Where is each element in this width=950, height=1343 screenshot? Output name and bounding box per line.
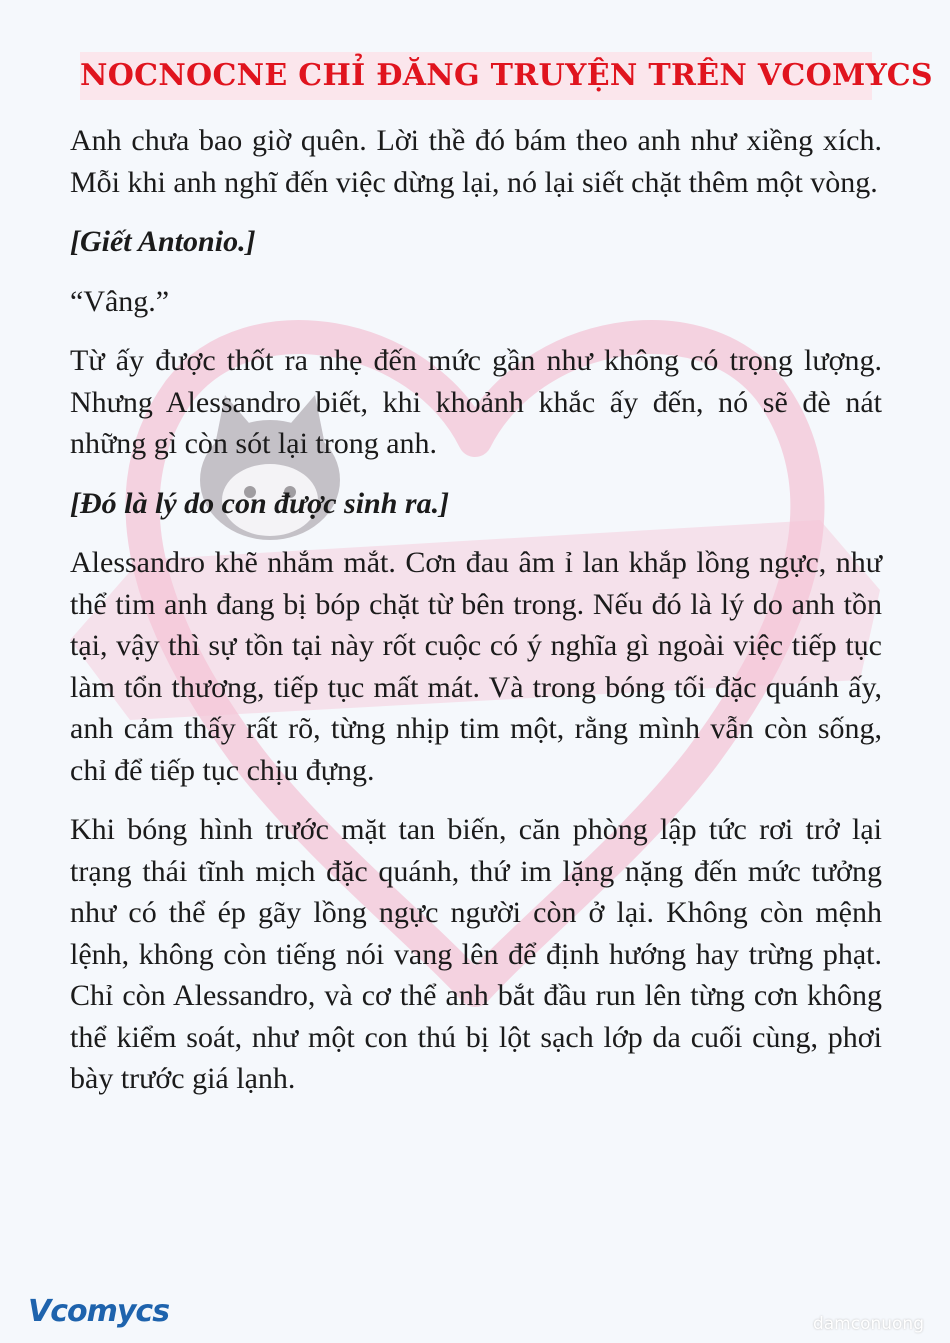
paragraph-5-quote: [Đó là lý do con được sinh ra.]	[70, 486, 450, 520]
paragraph-2-quote: [Giết Antonio.]	[70, 225, 256, 258]
paragraph-6: Alessandro khẽ nhắm mắt. Cơn đau âm ỉ lan khắp lồng ngực, như thể tim anh đang bị bóp chặt từ bên trong. Nếu đó là lý do anh tồn tại, vậy thì sự tồn tại này rốt cuộc có ý nghĩa gì ngoài việc tiếp tục làm tổn thương, tiếp tục mất mát. Và trong bóng tối đặc quánh ấy, anh cảm thấy rất rõ, từng nhịp tim một, rằng mình vẫn còn sống, chỉ để tiếp tục chịu đựng.	[70, 546, 882, 787]
paragraph-4: Từ ấy được thốt ra nhẹ đến mức gần như không có trọng lượng. Nhưng Alessandro biết, khi khoảnh khắc ấy đến, nó sẽ đè nát những gì còn sót lại trong anh.	[70, 344, 882, 460]
story-text	[70, 120, 882, 1118]
paragraph-3-dialogue: “Vâng.”	[70, 284, 170, 318]
paragraph-7: Khi bóng hình trước mặt tan biến, căn phòng lập tức rơi trở lại trạng thái tĩnh mịch đặc quánh, thứ im lặng nặng đến mức tưởng như có thể ép gãy lồng ngực người còn ở lại. Không còn mệnh lệnh, không còn tiếng nói vang lên để định hướng hay trừng phạt. Chỉ còn Alessandro, và cơ thể anh bắt đầu run lên từng cơn không thể kiểm soát, như một con thú bị lột sạch lớp da cuối cùng, phơi bày trước giá lạnh.	[70, 813, 882, 1095]
vcomycs-logo: Vcomycs	[28, 1294, 170, 1329]
banner-title: NOCNOCNE CHỈ ĐĂNG TRUYỆN TRÊN VCOMYCS	[80, 58, 933, 93]
paragraph-1: Anh chưa bao giờ quên. Lời thề đó bám theo anh như xiềng xích. Mỗi khi anh nghĩ đến việc dừng lại, nó lại siết chặt thêm một vòng.	[70, 124, 882, 199]
site-watermark: damconuong	[812, 1314, 924, 1334]
